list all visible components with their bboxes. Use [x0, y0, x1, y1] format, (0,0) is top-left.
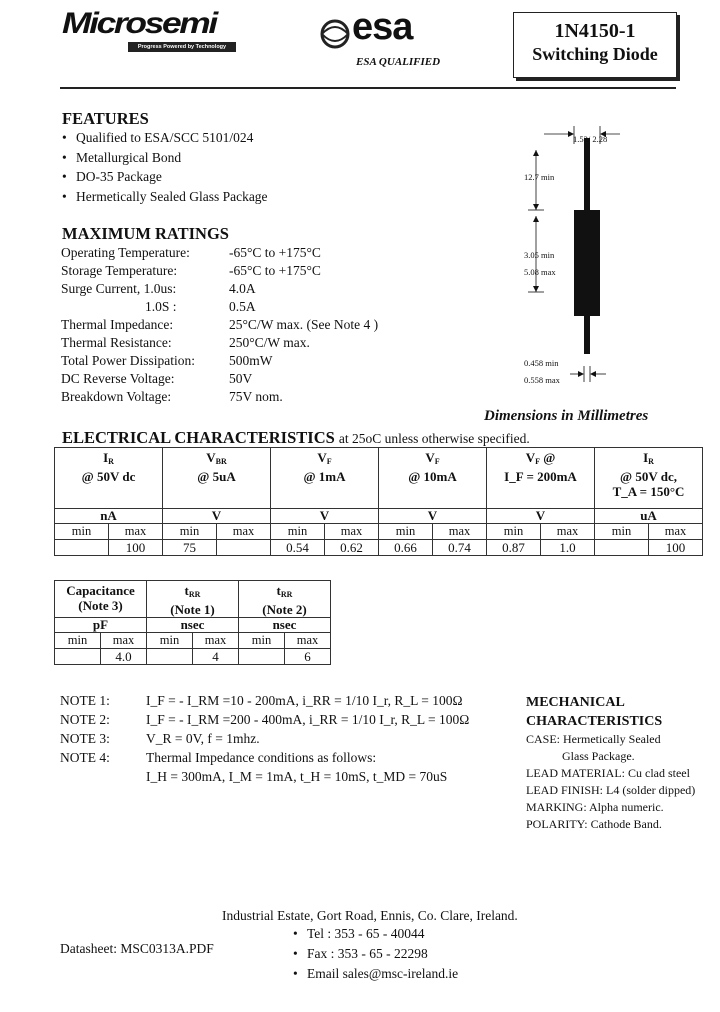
note-key: NOTE 3: — [60, 731, 110, 746]
features-list — [62, 128, 268, 206]
unit-cell: uA — [595, 509, 703, 524]
notes-block — [60, 691, 469, 786]
electrical-subheading: at 25oC unless otherwise specified. — [338, 431, 530, 446]
max-ratings-table — [60, 244, 378, 406]
min-label: min — [487, 524, 541, 540]
footer-email[interactable]: • Email sales@msc-ireland.ie — [293, 964, 458, 984]
param-subscript: F — [434, 457, 440, 466]
mech-line: CASE: Hermetically Sealed — [526, 732, 661, 746]
param-title: t — [184, 583, 189, 598]
min-label: min — [163, 524, 217, 540]
rating-label: Thermal Impedance: — [61, 317, 174, 332]
param-subscript: BR — [215, 457, 227, 466]
col-header-vf-1ma — [271, 448, 379, 509]
feature-item: • Hermetically Sealed Glass Package — [62, 187, 268, 207]
min-value — [147, 649, 193, 665]
feature-item: • Qualified to ESA/SCC 5101/024 — [62, 128, 268, 148]
microsemi-logo: Microsemi — [62, 7, 216, 40]
note-key: NOTE 2: — [60, 712, 110, 727]
header-divider — [60, 87, 676, 89]
dim-body-min: 3.05 min — [524, 250, 555, 260]
rating-value: 4.0A — [229, 281, 256, 296]
col-header-ir — [55, 448, 163, 509]
col-header-trr-2 — [239, 581, 331, 618]
min-label: min — [595, 524, 649, 540]
max-value: 1.0 — [541, 540, 595, 556]
dim-body-width: 1.53/ 2.28 — [573, 134, 608, 144]
param-subscript: R — [108, 457, 114, 466]
param-condition: @ 1mA — [303, 469, 346, 484]
electrical-heading-text: ELECTRICAL CHARACTERISTICS — [62, 428, 335, 447]
unit-cell: nA — [55, 509, 163, 524]
max-label: max — [217, 524, 271, 540]
rating-value: 0.5A — [229, 299, 256, 314]
col-header-vf-200ma — [487, 448, 595, 509]
note-text: I_F = - I_RM =200 - 400mA, i_RR = 1/10 I_r, R_L = 100Ω — [146, 712, 470, 727]
footer-address: Industrial Estate, Gort Road, Ennis, Co. Clare, Ireland. — [222, 908, 518, 923]
param-condition: @ 50V dc — [81, 469, 136, 484]
max-label: max — [101, 633, 147, 649]
note-row — [60, 710, 469, 729]
title-box — [513, 12, 677, 78]
max-value: 100 — [109, 540, 163, 556]
feature-item: • DO-35 Package — [62, 167, 268, 187]
param-note: (Note 1) — [170, 602, 215, 617]
mech-line: LEAD MATERIAL: Cu clad steel — [526, 766, 690, 780]
rating-label: Breakdown Voltage: — [61, 389, 172, 404]
rating-label: 1.0S : — [145, 299, 177, 314]
max-label: max — [193, 633, 239, 649]
max-label: max — [109, 524, 163, 540]
rating-row — [60, 280, 378, 298]
min-label: min — [239, 633, 285, 649]
rating-value: -65°C to +175°C — [229, 263, 321, 278]
dim-lead-length: 12.7 min — [524, 172, 555, 182]
note-row — [60, 729, 469, 748]
rating-row — [60, 316, 378, 334]
dim-body-max: 5.08 max — [524, 267, 556, 277]
rating-label: Total Power Dissipation: — [61, 353, 196, 368]
mech-line: MARKING: Alpha numeric. — [526, 800, 664, 814]
max-label: max — [285, 633, 331, 649]
max-label: max — [433, 524, 487, 540]
rating-label: Surge Current, 1.0us: — [61, 281, 177, 296]
max-value: 100 — [649, 540, 703, 556]
mechanical-heading-2: CHARACTERISTICS — [526, 714, 663, 729]
col-header-vbr — [163, 448, 271, 509]
mech-line: POLARITY: Cathode Band. — [526, 817, 662, 831]
param-title: t — [276, 583, 281, 598]
min-value — [239, 649, 285, 665]
max-value: 0.74 — [433, 540, 487, 556]
param-condition: @ 10mA — [408, 469, 457, 484]
col-header-trr-1 — [147, 581, 239, 618]
param-subscript: RR — [280, 590, 293, 599]
rating-label: DC Reverse Voltage: — [61, 371, 175, 386]
footer-fax: • Fax : 353 - 65 - 22298 — [293, 944, 458, 964]
max-label: max — [541, 524, 595, 540]
param-subscript: R — [648, 457, 654, 466]
param-symbol: I — [103, 450, 109, 465]
note-row — [60, 748, 469, 767]
param-note: (Note 3) — [78, 598, 123, 613]
col-header-vf-10ma — [379, 448, 487, 509]
param-condition: @ — [543, 450, 556, 465]
min-value: 0.66 — [379, 540, 433, 556]
dimensions-caption: Dimensions in Millimetres — [484, 408, 649, 424]
mech-line: Glass Package. — [562, 749, 635, 763]
param-title: Capacitance — [66, 583, 135, 598]
min-value: 0.87 — [487, 540, 541, 556]
rating-value: 75V nom. — [229, 389, 283, 404]
max-label: max — [649, 524, 703, 540]
max-value: 6 — [285, 649, 331, 665]
rating-row — [60, 334, 378, 352]
rating-row — [60, 370, 378, 388]
mechanical-heading: MECHANICAL — [526, 695, 625, 710]
footer-contact — [293, 924, 458, 984]
param-subscript: F — [535, 457, 540, 466]
unit-cell: pF — [55, 618, 147, 633]
max-value — [217, 540, 271, 556]
unit-cell: nsec — [147, 618, 239, 633]
rating-label: Thermal Resistance: — [61, 335, 172, 350]
note-row — [60, 767, 469, 786]
note-text: I_H = 300mA, I_M = 1mA, t_H = 10mS, t_MD = 70uS — [146, 769, 448, 784]
param-note: (Note 2) — [262, 602, 307, 617]
rating-label: Operating Temperature: — [61, 245, 190, 260]
note-key: NOTE 4: — [60, 750, 110, 765]
min-label: min — [271, 524, 325, 540]
param-condition-2: T_A = 150°C — [612, 484, 685, 499]
min-label: min — [55, 633, 101, 649]
param-symbol: I — [643, 450, 649, 465]
electrical-heading — [62, 428, 530, 448]
unit-cell: V — [271, 509, 379, 524]
rating-row — [60, 262, 378, 280]
note-row — [60, 691, 469, 710]
datasheet-filename: Datasheet: MSC0313A.PDF — [60, 941, 214, 956]
unit-cell: V — [487, 509, 595, 524]
min-value: 0.54 — [271, 540, 325, 556]
max-value: 0.62 — [325, 540, 379, 556]
note-text: V_R = 0V, f = 1mhz. — [146, 731, 260, 746]
dim-wire-min: 0.458 min — [524, 358, 559, 368]
features-heading: FEATURES — [62, 109, 149, 128]
param-symbol: V — [206, 450, 216, 465]
rating-row — [60, 244, 378, 262]
feature-item: • Metallurgical Bond — [62, 148, 268, 168]
rating-value: 500mW — [229, 353, 273, 368]
note-text: I_F = - I_RM =10 - 200mA, i_RR = 1/10 I_r, R_L = 100Ω — [146, 693, 463, 708]
rating-row — [60, 298, 378, 316]
min-value — [55, 540, 109, 556]
min-label: min — [147, 633, 193, 649]
footer-tel: • Tel : 353 - 65 - 40044 — [293, 924, 458, 944]
max-value: 4.0 — [101, 649, 147, 665]
unit-cell: V — [379, 509, 487, 524]
part-number: 1N4150-1 — [554, 20, 636, 42]
max-ratings-heading: MAXIMUM RATINGS — [62, 224, 229, 243]
diode-outline-diagram — [520, 120, 670, 390]
unit-cell: V — [163, 509, 271, 524]
mech-line: LEAD FINISH: L4 (solder dipped) — [526, 783, 696, 797]
param-subscript: F — [326, 457, 332, 466]
rating-label: Storage Temperature: — [61, 263, 178, 278]
rating-row — [60, 352, 378, 370]
mechanical-block — [526, 693, 695, 833]
param-condition: @ 5uA — [197, 469, 236, 484]
rating-value: 250°C/W max. — [229, 335, 310, 350]
device-type: Switching Diode — [532, 44, 658, 64]
brand-tagline: Progress Powered by Technology — [128, 42, 236, 52]
param-symbol: V — [317, 450, 327, 465]
param-condition: @ 50V dc, — [620, 469, 677, 484]
min-value — [595, 540, 649, 556]
electrical-table — [54, 447, 703, 556]
rating-value: 50V — [229, 371, 253, 386]
unit-cell: nsec — [239, 618, 331, 633]
min-value: 75 — [163, 540, 217, 556]
min-label: min — [55, 524, 109, 540]
param-symbol: V — [525, 450, 536, 465]
rating-row — [60, 388, 378, 406]
col-header-capacitance — [55, 581, 147, 618]
param-symbol: V — [425, 450, 435, 465]
rating-value: -65°C to +175°C — [229, 245, 321, 260]
dim-wire-max: 0.558 max — [524, 375, 560, 385]
param-condition-2: I_F = 200mA — [504, 469, 577, 484]
min-label: min — [379, 524, 433, 540]
rating-value: 25°C/W max. (See Note 4 ) — [229, 317, 379, 332]
col-header-ir-hot — [595, 448, 703, 509]
esa-logo-text: esa — [352, 6, 413, 48]
min-value — [55, 649, 101, 665]
note-key: NOTE 1: — [60, 693, 110, 708]
note-text: Thermal Impedance conditions as follows: — [146, 750, 377, 765]
max-value: 4 — [193, 649, 239, 665]
param-subscript: RR — [188, 590, 201, 599]
esa-qualified-label: ESA QUALIFIED — [356, 56, 441, 68]
capacitance-table — [54, 580, 331, 665]
max-label: max — [325, 524, 379, 540]
